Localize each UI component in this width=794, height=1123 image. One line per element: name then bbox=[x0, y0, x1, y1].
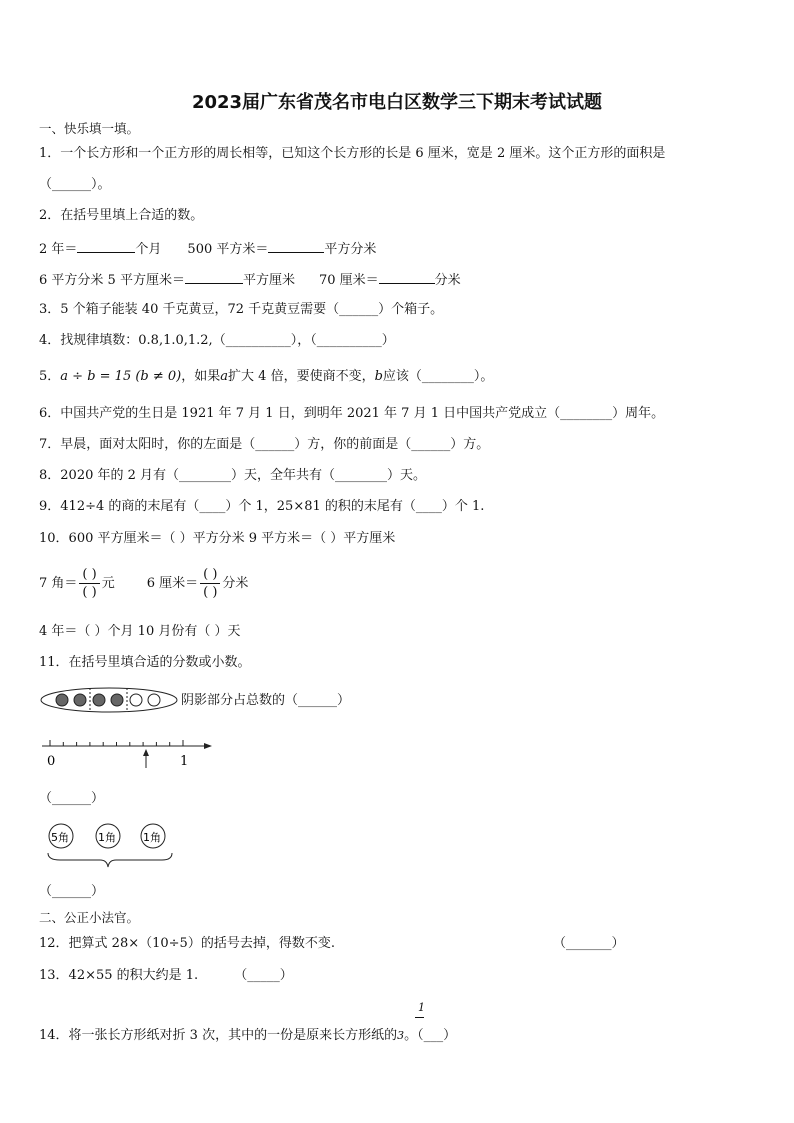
coins-figure bbox=[40, 822, 180, 870]
q10-yuan: 元 bbox=[101, 576, 115, 591]
number-line-figure bbox=[40, 734, 215, 774]
q10-jiao: 7 角＝ bbox=[39, 576, 78, 591]
question-10-row-3: 4 年＝（ ）个月 10 月份有（ ）天 bbox=[39, 624, 241, 639]
coin-label: 1角 bbox=[143, 831, 161, 844]
question-13-answer: （_____） bbox=[234, 968, 293, 983]
section-2-heading: 二、公正小法官。 bbox=[39, 910, 140, 925]
question-11a-text: 阴影部分占总数的（______） bbox=[181, 693, 351, 708]
question-11-stem: 11．在括号里填合适的分数或小数。 bbox=[39, 655, 251, 670]
q2-r2-d: 分米 bbox=[434, 273, 461, 288]
q2-r2-a: 6 平方分米 5 平方厘米＝ bbox=[39, 273, 185, 288]
answer-blank[interactable] bbox=[77, 240, 135, 253]
fraction-blank[interactable]: $\frac{( )}{( )}$ bbox=[200, 566, 220, 601]
axis-label-1: 1 bbox=[180, 754, 189, 769]
q14-fraction-bar bbox=[415, 1017, 424, 1018]
q10-cm: 6 厘米＝ bbox=[146, 576, 199, 591]
question-14 bbox=[39, 1028, 456, 1044]
question-14-text: 14．将一张长方形纸对折 3 次，其中的一份是原来长方形纸的 bbox=[39, 1028, 398, 1043]
question-10-row-2 bbox=[39, 566, 248, 601]
q2-r1-b: 个月 bbox=[135, 242, 162, 257]
q5-text-1: ，如果 bbox=[181, 369, 221, 384]
coin-label: 1角 bbox=[98, 831, 116, 844]
question-3: 3．5 个箱子能装 40 千克黄豆，72 千克黄豆需要（______）个箱子。 bbox=[39, 302, 444, 317]
question-1-line-1: 1．一个长方形和一个正方形的周长相等，已知这个长方形的长是 6 厘米，宽是 2 厘米。这个正方形的面积是 bbox=[39, 146, 666, 161]
question-8: 8．2020 年的 2 月有（________）天，全年共有（________）天。 bbox=[39, 468, 427, 483]
question-13-text: 13．42×55 的积大约是 1. bbox=[39, 968, 199, 983]
q5-formula: a ÷ b = 15 (b ≠ 0) bbox=[60, 369, 182, 384]
answer-blank[interactable] bbox=[379, 271, 435, 284]
answer-blank[interactable] bbox=[268, 240, 324, 253]
section-1-heading: 一、快乐填一填。 bbox=[39, 121, 140, 136]
q2-r1-c: 500 平方米＝ bbox=[187, 242, 269, 257]
q5-var-b: b bbox=[374, 369, 383, 384]
question-12: 12．把算式 28×（10÷5）的括号去掉，得数不变. bbox=[39, 936, 335, 951]
question-7: 7．早晨，面对太阳时，你的左面是（______）方，你的前面是（______）方。 bbox=[39, 437, 490, 452]
question-4: 4．找规律填数：0.8,1.0,1.2,（__________），（__________） bbox=[39, 333, 395, 348]
q5-text-3: 应该（________）。 bbox=[382, 369, 494, 384]
q10-dm: 分米 bbox=[222, 576, 249, 591]
question-9: 9．412÷4 的商的末尾有（____）个 1，25×81 的积的末尾有（____）个 1. bbox=[39, 499, 485, 514]
q5-text-2: 扩大 4 倍，要使商不变， bbox=[228, 369, 375, 384]
answer-blank-number-line: （______） bbox=[39, 791, 105, 806]
q2-r1-a: 2 年＝ bbox=[39, 242, 78, 257]
q2-r1-d: 平方分米 bbox=[324, 242, 377, 257]
answer-blank[interactable] bbox=[185, 271, 243, 284]
question-2-row-2 bbox=[39, 271, 461, 289]
question-13 bbox=[39, 968, 293, 984]
q5-var-a: a bbox=[220, 369, 229, 384]
coin-label: 5角 bbox=[51, 831, 69, 844]
q14-fraction-numerator: 1 bbox=[418, 1001, 425, 1014]
question-6: 6．中国共产党的生日是 1921 年 7 月 1 日，到明年 2021 年 7 月 1 日中国共产党成立（________）周年。 bbox=[39, 406, 665, 421]
answer-blank-coins: （______） bbox=[39, 884, 105, 899]
question-14-answer: 。（___） bbox=[404, 1028, 457, 1043]
question-12-answer: （_______） bbox=[553, 936, 625, 951]
question-1-line-2: （______）。 bbox=[39, 177, 111, 192]
q2-r2-b: 平方厘米 bbox=[242, 273, 295, 288]
q14-fraction-denominator: 3 bbox=[397, 1029, 405, 1042]
q5-number: 5． bbox=[39, 369, 61, 384]
question-5 bbox=[39, 369, 493, 385]
question-10-row-1: 10．600 平方厘米＝（ ）平方分米 9 平方米＝（ ）平方厘米 bbox=[39, 531, 396, 546]
question-2-stem: 2．在括号里填上合适的数。 bbox=[39, 208, 204, 223]
page-title: 2023届广东省茂名市电白区数学三下期末考试试题 bbox=[191, 92, 603, 113]
q2-r2-c: 70 厘米＝ bbox=[318, 273, 379, 288]
axis-label-0: 0 bbox=[47, 754, 56, 769]
fraction-blank[interactable]: $\frac{( )}{( )}$ bbox=[79, 566, 99, 601]
question-2-row-1 bbox=[39, 240, 376, 258]
dots-oval-figure bbox=[40, 686, 180, 714]
